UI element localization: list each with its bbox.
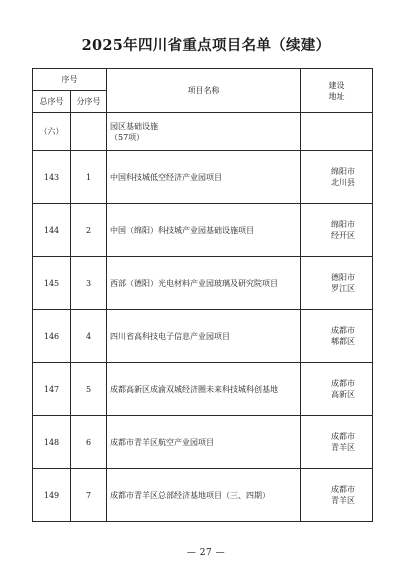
row-sub-no: 5 (71, 363, 107, 416)
row-location: 绵阳市 经开区 (301, 204, 373, 257)
section-empty (71, 113, 107, 151)
page-number: — 27 — (186, 548, 226, 558)
row-project-name: 成都市青羊区航空产业园项目 (107, 416, 301, 469)
table-row (33, 363, 373, 416)
row-sub-no: 4 (71, 310, 107, 363)
row-project-name: 成都市青羊区总部经济基地项目（三、四期） (107, 469, 301, 522)
section-index: （六） (33, 113, 71, 151)
table-row (33, 204, 373, 257)
row-total-no: 147 (33, 363, 71, 416)
row-location: 绵阳市 北川县 (301, 151, 373, 204)
row-location: 成都市 青羊区 (301, 469, 373, 522)
row-total-no: 149 (33, 469, 71, 522)
row-sub-no: 2 (71, 204, 107, 257)
row-project-name: 中国科技城低空经济产业园项目 (107, 151, 301, 204)
table-row (33, 310, 373, 363)
row-sub-no: 7 (71, 469, 107, 522)
row-sub-no: 6 (71, 416, 107, 469)
header-location: 建设 地址 (301, 69, 373, 113)
header-total-no: 总序号 (33, 91, 71, 113)
table-row (33, 469, 373, 522)
row-total-no: 143 (33, 151, 71, 204)
header-project-name: 项目名称 (107, 69, 301, 113)
row-project-name: 西部（德阳）光电材料产业园玻璃及研究院项目 (107, 257, 301, 310)
header-serial-group: 序号 (33, 69, 107, 91)
table-row (33, 257, 373, 310)
section-row (33, 113, 373, 151)
row-project-name: 四川省高科技电子信息产业园项目 (107, 310, 301, 363)
row-location: 成都市 青羊区 (301, 416, 373, 469)
section-name: 园区基础设施 （57项） (107, 113, 301, 151)
row-location: 成都市 高新区 (301, 363, 373, 416)
row-project-name: 成都高新区成渝双城经济圈未来科技城科创基地 (107, 363, 301, 416)
row-project-name: 中国（绵阳）科技城产业园基础设施项目 (107, 204, 301, 257)
section-location-empty (301, 113, 373, 151)
header-row-top (33, 69, 373, 91)
project-table (32, 68, 373, 522)
document-title: 2025年四川省重点项目名单（续建） (81, 37, 331, 54)
row-sub-no: 1 (71, 151, 107, 204)
row-location: 德阳市 罗江区 (301, 257, 373, 310)
table-row (33, 416, 373, 469)
row-sub-no: 3 (71, 257, 107, 310)
row-location: 成都市 郫都区 (301, 310, 373, 363)
row-total-no: 146 (33, 310, 71, 363)
row-total-no: 148 (33, 416, 71, 469)
row-total-no: 145 (33, 257, 71, 310)
header-sub-no: 分序号 (71, 91, 107, 113)
table-row (33, 151, 373, 204)
row-total-no: 144 (33, 204, 71, 257)
